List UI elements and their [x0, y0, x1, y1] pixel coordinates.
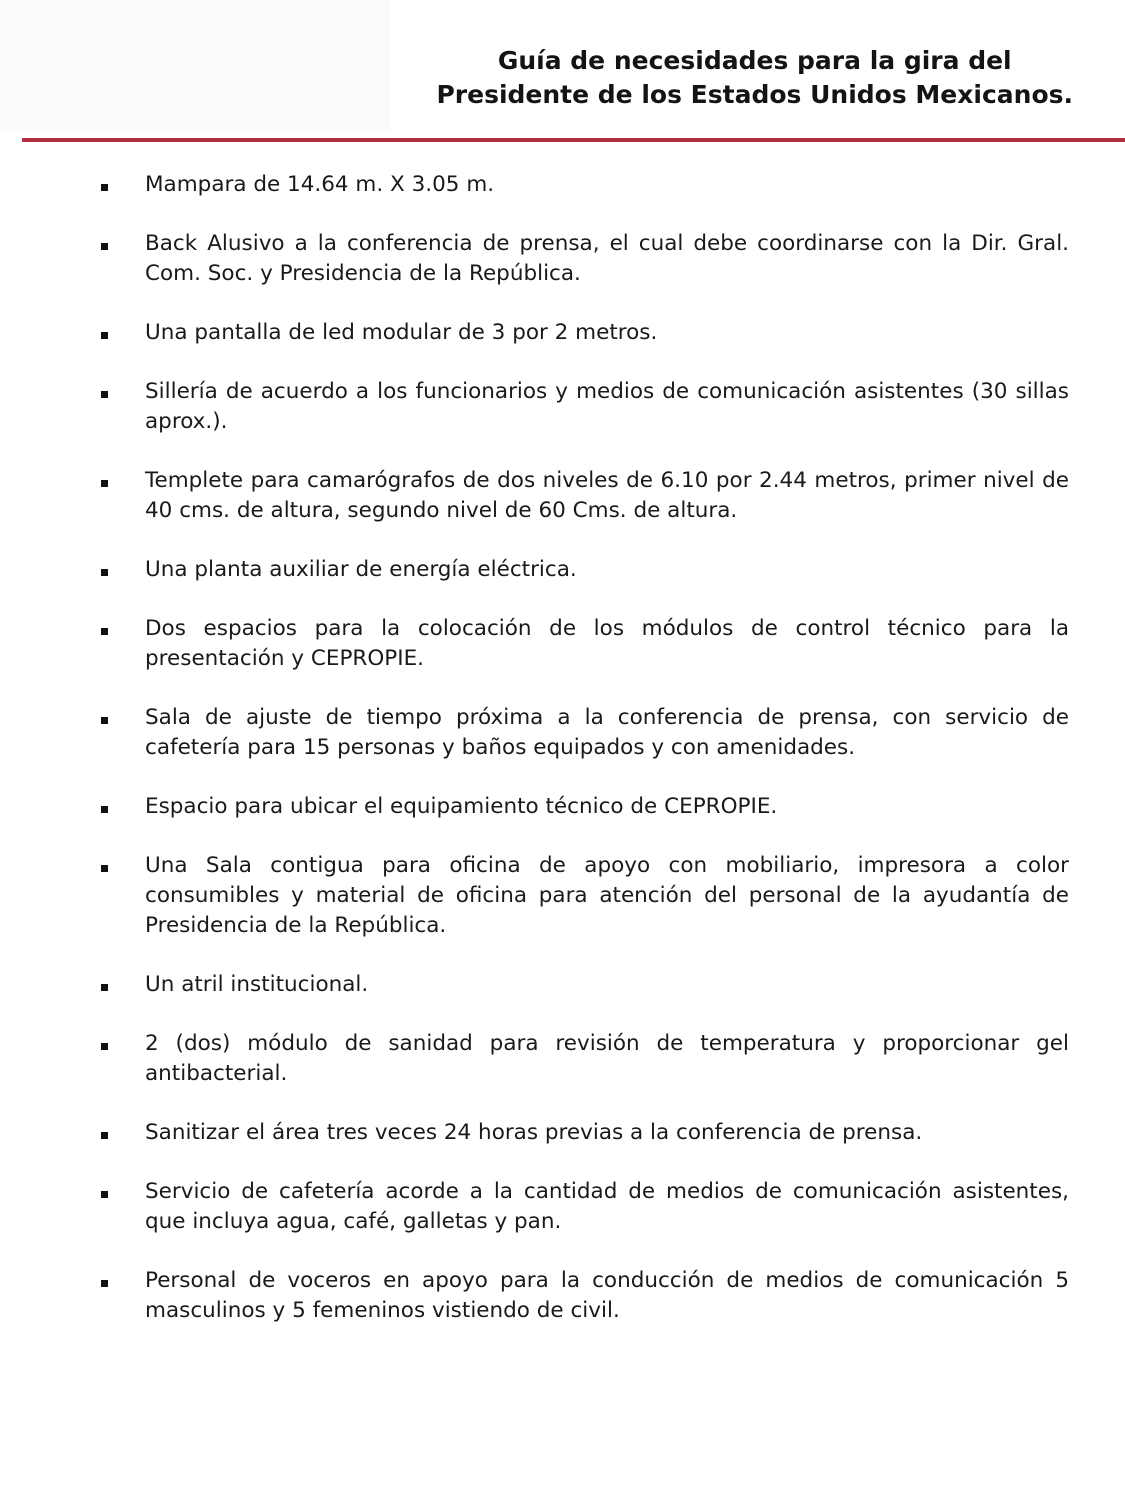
list-item	[0, 555, 1125, 585]
list-item-text: Sala de ajuste de tiempo próxima a la conferencia de prensa, con servicio de cafetería para 15 personas y baños equipados y con amenidades.	[145, 705, 1069, 760]
square-bullet-icon	[101, 1132, 108, 1139]
list-item-text: Back Alusivo a la conferencia de prensa, el cual debe coordinarse con la Dir. Gral. Com. Soc. y Presidencia de la República.	[145, 231, 1069, 286]
list-item-text: Una planta auxiliar de energía eléctrica.	[145, 557, 577, 582]
list-item	[0, 1177, 1125, 1237]
list-item-text: Personal de voceros en apoyo para la conducción de medios de comunicación 5 masculinos y 5 femeninos vistiendo de civil.	[145, 1268, 1069, 1323]
list-item-text: Dos espacios para la colocación de los módulos de control técnico para la presentación y CEPROPIE.	[145, 616, 1069, 671]
title-line-2: Presidente de los Estados Unidos Mexicanos.	[436, 80, 1073, 109]
document-header	[0, 0, 1125, 145]
list-item	[0, 1029, 1125, 1089]
list-item	[0, 377, 1125, 437]
square-bullet-icon	[101, 243, 108, 250]
list-item-text: Sanitizar el área tres veces 24 horas previas a la conferencia de prensa.	[145, 1120, 923, 1145]
list-item	[0, 970, 1125, 1000]
square-bullet-icon	[101, 717, 108, 724]
logo-area	[0, 0, 390, 130]
list-item-text: Servicio de cafetería acorde a la cantidad de medios de comunicación asistentes, que incluya agua, café, galletas y pan.	[145, 1179, 1069, 1234]
square-bullet-icon	[101, 480, 108, 487]
list-item	[0, 1266, 1125, 1326]
list-item	[0, 703, 1125, 763]
title-line-1: Guía de necesidades para la gira del	[497, 46, 1012, 75]
list-item-text: 2 (dos) módulo de sanidad para revisión de temperatura y proporcionar gel antibacterial.	[145, 1031, 1069, 1086]
square-bullet-icon	[101, 984, 108, 991]
list-item	[0, 1118, 1125, 1148]
list-item-text: Espacio para ubicar el equipamiento técnico de CEPROPIE.	[145, 794, 778, 819]
list-item-text: Sillería de acuerdo a los funcionarios y medios de comunicación asistentes (30 sillas aprox.).	[145, 379, 1069, 434]
square-bullet-icon	[101, 569, 108, 576]
list-item	[0, 792, 1125, 822]
list-item	[0, 466, 1125, 526]
list-item-text: Templete para camarógrafos de dos niveles de 6.10 por 2.44 metros, primer nivel de 40 cms. de altura, segundo nivel de 60 Cms. de altura.	[145, 468, 1069, 523]
square-bullet-icon	[101, 865, 108, 872]
list-item-text: Un atril institucional.	[145, 972, 369, 997]
square-bullet-icon	[101, 1280, 108, 1287]
document-title	[436, 44, 1073, 112]
header-divider	[22, 138, 1125, 142]
list-item	[0, 170, 1125, 200]
square-bullet-icon	[101, 184, 108, 191]
square-bullet-icon	[101, 391, 108, 398]
list-item-text: Una pantalla de led modular de 3 por 2 metros.	[145, 320, 658, 345]
list-item	[0, 229, 1125, 289]
square-bullet-icon	[101, 332, 108, 339]
square-bullet-icon	[101, 1043, 108, 1050]
square-bullet-icon	[101, 806, 108, 813]
list-item	[0, 614, 1125, 674]
square-bullet-icon	[101, 628, 108, 635]
square-bullet-icon	[101, 1191, 108, 1198]
requirements-list	[0, 170, 1125, 1355]
list-item-text: Una Sala contigua para oficina de apoyo con mobiliario, impresora a color consumibles y material de oficina para atención del personal de la ayudantía de Presidencia de la República.	[145, 853, 1069, 938]
list-item	[0, 318, 1125, 348]
list-item-text: Mampara de 14.64 m. X 3.05 m.	[145, 172, 495, 197]
list-item	[0, 851, 1125, 941]
